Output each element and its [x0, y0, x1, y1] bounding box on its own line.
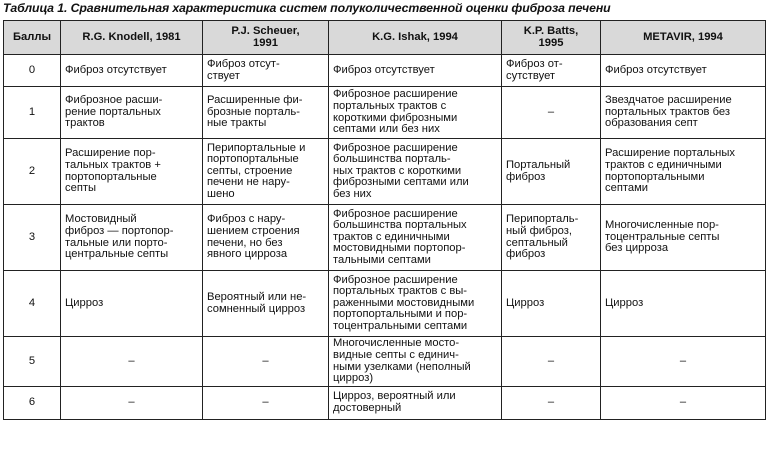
cell-scheuer: Расширенные фи- брозные порталь- ные тракты	[203, 87, 329, 139]
cell-metavir: Расширение портальных трактов с единичными портопортальными септами	[601, 139, 766, 205]
fibrosis-comparison-table	[3, 20, 766, 420]
cell-scheuer: –	[203, 387, 329, 420]
cell-metavir: –	[601, 337, 766, 387]
table-row	[4, 337, 766, 387]
header-score: Баллы	[4, 21, 61, 55]
cell-score: 1	[4, 87, 61, 139]
cell-knodell: Фиброз отсутствует	[61, 55, 203, 87]
cell-score: 6	[4, 387, 61, 420]
cell-ishak: Цирроз, вероятный или достоверный	[329, 387, 502, 420]
cell-batts: –	[502, 87, 601, 139]
table-title: Таблица 1. Сравнительная характеристика систем полуколичественной оценки фиброза печени	[3, 1, 611, 15]
cell-ishak: Фиброз отсутствует	[329, 55, 502, 87]
cell-ishak: Фиброзное расширение большинства порталь- ных трактов с короткими фиброзными септами или без них	[329, 139, 502, 205]
cell-scheuer: Фиброз с нару- шением строения печени, но без явного цирроза	[203, 205, 329, 271]
cell-scheuer: Вероятный или не- сомненный цирроз	[203, 271, 329, 337]
cell-scheuer: Перипортальные и портопортальные септы, строение печени не нару- шено	[203, 139, 329, 205]
cell-knodell: Фиброзное расши- рение портальных трактов	[61, 87, 203, 139]
table-row	[4, 205, 766, 271]
cell-batts: –	[502, 387, 601, 420]
header-batts: K.P. Batts, 1995	[502, 21, 601, 55]
cell-metavir: Фиброз отсутствует	[601, 55, 766, 87]
cell-knodell: –	[61, 387, 203, 420]
cell-knodell: Мостовидный фиброз — портопор- тальные или порто- центральные септы	[61, 205, 203, 271]
cell-metavir: Цирроз	[601, 271, 766, 337]
cell-metavir: –	[601, 387, 766, 420]
cell-score: 4	[4, 271, 61, 337]
cell-batts: Портальный фиброз	[502, 139, 601, 205]
cell-metavir: Многочисленные пор- тоцентральные септы без цирроза	[601, 205, 766, 271]
cell-scheuer: Фиброз отсут- ствует	[203, 55, 329, 87]
header-ishak: K.G. Ishak, 1994	[329, 21, 502, 55]
cell-batts: Фиброз от- сутствует	[502, 55, 601, 87]
cell-knodell: –	[61, 337, 203, 387]
header-scheuer: P.J. Scheuer, 1991	[203, 21, 329, 55]
cell-ishak: Фиброзное расширение большинства портальных трактов с единичными мостовидными портопор- тальными септами	[329, 205, 502, 271]
cell-batts: Цирроз	[502, 271, 601, 337]
table-header-row	[4, 21, 766, 55]
cell-score: 3	[4, 205, 61, 271]
cell-batts: –	[502, 337, 601, 387]
table-row	[4, 87, 766, 139]
table-row	[4, 55, 766, 87]
table-row	[4, 271, 766, 337]
header-knodell: R.G. Knodell, 1981	[61, 21, 203, 55]
cell-score: 0	[4, 55, 61, 87]
cell-ishak: Многочисленные мосто- видные септы с единич- ными узелками (неполный цирроз)	[329, 337, 502, 387]
cell-score: 2	[4, 139, 61, 205]
cell-knodell: Расширение пор- тальных трактов + портопортальные септы	[61, 139, 203, 205]
cell-ishak: Фиброзное расширение портальных трактов с короткими фиброзными септами или без них	[329, 87, 502, 139]
header-metavir: METAVIR, 1994	[601, 21, 766, 55]
cell-ishak: Фиброзное расширение портальных трактов с вы- раженными мостовидными портопортальными и пор- тоцентральными септами	[329, 271, 502, 337]
cell-scheuer: –	[203, 337, 329, 387]
table-row	[4, 387, 766, 420]
cell-metavir: Звездчатое расширение портальных трактов без образования септ	[601, 87, 766, 139]
table-row	[4, 139, 766, 205]
cell-batts: Перипорталь- ный фиброз, септальный фиброз	[502, 205, 601, 271]
cell-score: 5	[4, 337, 61, 387]
cell-knodell: Цирроз	[61, 271, 203, 337]
